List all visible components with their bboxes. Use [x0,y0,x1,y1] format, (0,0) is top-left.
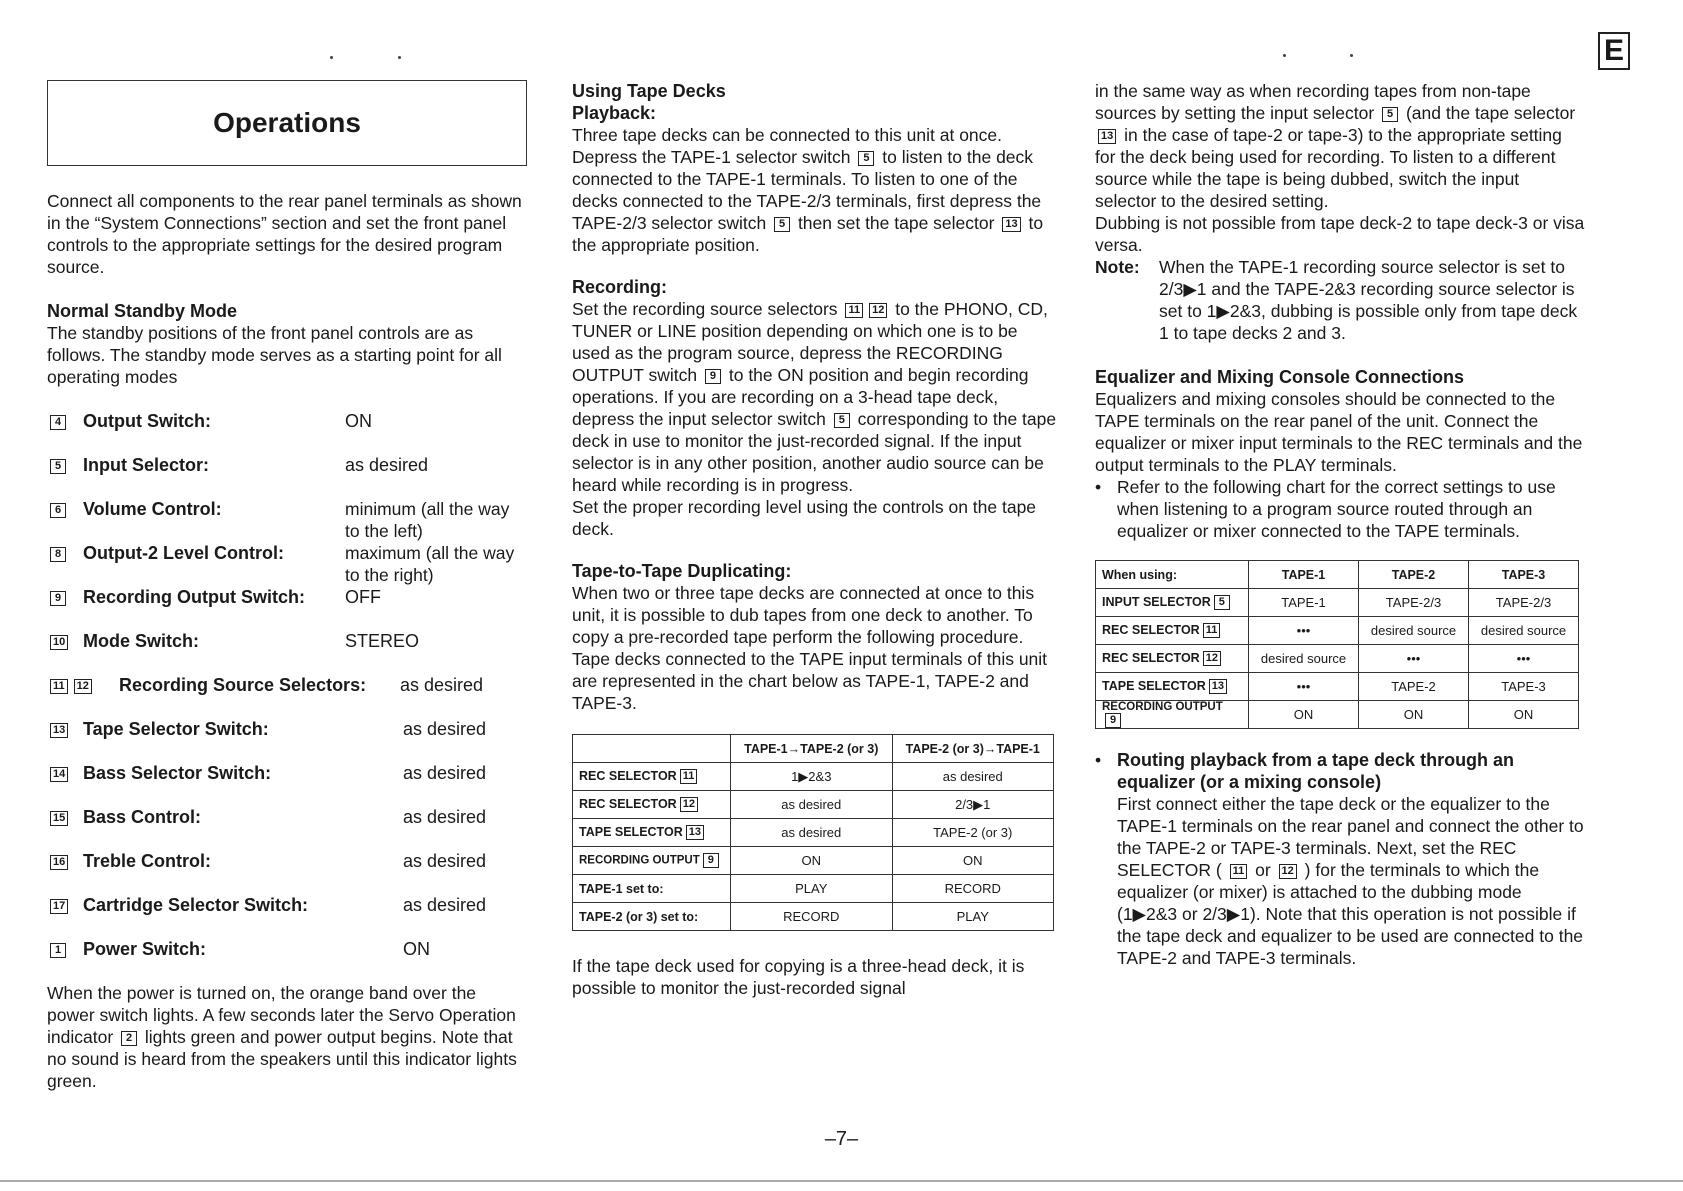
control-label: Treble Control: [83,851,212,871]
control-label: Mode Switch: [83,631,199,651]
control-value: maximum (all the way to the right) [345,543,515,585]
table-row [573,875,1054,903]
table-row-label: TAPE-1 set to: [573,875,731,903]
power-text-a: When the power is turned on, the orange band over the power switch lights. A few seconds later the Servo Operation indicator [47,983,516,1047]
recording-paragraph [572,298,1057,496]
ref-number: 2 [121,1031,137,1046]
table-header-row [573,735,1054,763]
column-middle [572,80,1057,999]
table-cell: ON [731,847,893,875]
control-list [47,410,527,960]
note-label: Note: [1095,257,1140,277]
table-row [1096,645,1579,673]
ref-number: 5 [774,217,790,232]
continuation-text: (and the tape selector [1405,103,1576,123]
table-cell: as desired [731,819,893,847]
duplicating-paragraph: When two or three tape decks are connected at once to this unit, it is possible to dub tapes from one deck to another. To copy a pre-recorded tape perform the following procedure. [572,583,1035,647]
ref-number: 9 [703,853,719,868]
routing-paragraph [1117,793,1585,969]
control-row [47,762,527,784]
row-label-text: RECORDING OUTPUT [579,854,700,867]
row-label-text: REC SELECTOR [1102,622,1200,637]
table-row-label [1096,645,1249,673]
control-value: minimum (all the way to the left) [345,499,510,541]
control-row [47,806,527,828]
bullet-icon: • [1095,477,1102,497]
table-cell: TAPE-2 (or 3) [892,819,1054,847]
control-row [47,718,527,740]
column-right [1095,80,1585,969]
control-row [47,454,527,476]
control-row [47,674,527,696]
equalizer-paragraph: Equalizers and mixing consoles should be connected to the TAPE terminals on the rear panel of the unit. Connect the equalizer or mixer input terminals to the REC terminals and the output terminals to the PLAY terminals. [1095,389,1583,475]
table-cell: desired source [1359,617,1469,645]
duplicating-paragraph-2: Tape decks connected to the TAPE input terminals of this unit are represented in the chart below as TAPE-1, TAPE-2 and TAPE-3. [572,649,1048,713]
note-text: When the TAPE-1 recording source selector is set to 2/3▶1 and the TAPE-2&3 recording source selector is set to 1▶2&3, dubbing is possible only from tape deck 1 to tape decks 2 and 3. [1159,257,1578,343]
control-value: as desired [403,851,487,871]
playback-paragraph [572,124,1057,256]
table-header-cell: When using: [1096,561,1249,589]
control-row [47,630,527,652]
language-mark: E [1598,32,1630,70]
playback-text: to the appropriate position. [572,213,1044,255]
table-header-cell: TAPE-2 [1359,561,1469,589]
table-row-label [573,791,731,819]
row-label-text: TAPE SELECTOR [1102,678,1206,693]
row-label-text: INPUT SELECTOR [1102,594,1211,609]
table-cell: RECORD [731,903,893,931]
ref-number: 11 [680,769,698,784]
control-value: as desired [403,719,487,739]
power-text-b: lights green and power output begins. Note that no sound is heard from the speakers until this indicator lights green. [47,1027,517,1091]
routing-text: ) for the terminals to which the equalizer (or mixer) is attached to the dubbing mode (1▶2&3 or 2/3▶1). Note that this operation is not possible if the tape deck and equalizer to be used are connected to the TAPE-2 and TAPE-3 terminals. [1117,860,1584,968]
note-block [1095,256,1585,344]
table-row-label [1096,701,1249,729]
dubbing-table [572,734,1054,931]
ref-number: 13 [686,825,704,840]
table-cell: desired source [1249,645,1359,673]
ref-number: 11 [845,303,863,318]
table-row [1096,673,1579,701]
ref-number: 12 [680,797,698,812]
control-row [47,410,527,432]
control-row [47,586,527,608]
equalizer-table [1095,560,1579,729]
routing-text: or [1255,860,1271,880]
control-label: Tape Selector Switch: [83,719,269,739]
table-row-label [573,847,731,875]
table-header-cell: TAPE-1 [1249,561,1359,589]
routing-block [1095,749,1585,969]
table-cell: desired source [1469,617,1579,645]
table-cell: ••• [1359,645,1469,673]
ref-number: 9 [1105,713,1121,728]
table-cell: TAPE-1 [1249,589,1359,617]
ref-number: 12 [1203,651,1221,666]
continuation-paragraph [1095,80,1585,212]
scan-dot [1350,54,1353,57]
control-value: OFF [345,587,381,607]
routing-heading: Routing playback from a tape deck through an equalizer (or a mixing console) [1117,750,1515,792]
ref-number: 13 [50,723,68,738]
ref-number: 14 [50,767,68,782]
table-cell: ••• [1249,673,1359,701]
playback-heading: Playback: [572,103,657,123]
table-row-label [573,763,731,791]
ref-number: 4 [50,415,66,430]
table-cell: TAPE-3 [1469,673,1579,701]
recording-text: Set the recording source selectors [572,299,838,319]
ref-number: 12 [74,679,92,694]
ref-number: 11 [1230,864,1248,879]
table-cell: as desired [731,791,893,819]
table-cell: TAPE-2 [1359,673,1469,701]
ref-number: 17 [50,899,68,914]
control-label: Recording Output Switch: [83,587,305,607]
ref-number: 5 [858,151,874,166]
table-cell: ••• [1249,617,1359,645]
ref-number: 12 [1279,864,1297,879]
playback-text: then set the tape selector [797,213,995,233]
table-cell: 2/3▶1 [892,791,1054,819]
routing-text: First connect either the tape deck or the equalizer to the TAPE-1 terminals on the rear panel and connect the other to the TAPE-2 or TAPE-3 terminals. Next, set the REC SELECTOR ( [1117,794,1584,880]
table-header-cell: TAPE-2 (or 3)→TAPE-1 [892,735,1054,763]
control-value: as desired [403,807,487,827]
control-label: Output Switch: [83,411,211,431]
ref-number: 13 [1098,129,1116,144]
continuation-text: in the same way as when recording tapes from non-tape sources by setting the input selector [1095,81,1531,123]
power-paragraph [47,982,527,1092]
table-row [573,903,1054,931]
control-value: ON [403,939,430,959]
table-row [1096,589,1579,617]
control-value: STEREO [345,631,420,651]
control-label: Output-2 Level Control: [83,543,284,563]
bullet-item [1095,476,1585,542]
control-row [47,850,527,872]
ref-number: 5 [1382,107,1398,122]
scan-dot [1283,54,1286,57]
playback-text: Three tape decks can be connected to this unit at once. Depress the TAPE-1 selector switch [572,125,1002,167]
control-label: Power Switch: [83,939,207,959]
control-value: ON [345,411,372,431]
recording-text: to the PHONO, CD, TUNER or LINE position depending on which one is to be used as the program source, depress the RECORDING OUTPUT switch [572,299,1048,385]
control-value: as desired [345,455,429,475]
ref-number: 5 [834,413,850,428]
table-cell: TAPE-2/3 [1359,589,1469,617]
table-cell: as desired [892,763,1054,791]
control-label: Cartridge Selector Switch: [83,895,309,915]
standby-paragraph: The standby positions of the front panel controls are as follows. The standby mode serves as a starting point for all operating modes [47,323,502,387]
table-header-cell [573,735,731,763]
ref-number: 10 [50,635,68,650]
control-value: as desired [400,675,484,695]
title-box [47,80,527,166]
continuation-text: in the case of tape-2 or tape-3) to the appropriate setting for the deck being used for recording. To listen to a different source while the tape is being dubbed, switch the input selector to the desired setting. [1095,125,1562,211]
control-value: as desired [403,763,487,783]
table-row [573,819,1054,847]
page-title: Operations [213,107,361,138]
dubbing-note-paragraph: Dubbing is not possible from tape deck-2 to tape deck-3 or visa versa. [1095,213,1585,255]
control-row [47,894,527,916]
table-cell: PLAY [892,903,1054,931]
table-cell: TAPE-2/3 [1469,589,1579,617]
table-cell: ON [892,847,1054,875]
ref-number: 13 [1002,217,1020,232]
table-cell: RECORD [892,875,1054,903]
row-label-text: REC SELECTOR [579,768,677,783]
table-cell: ON [1249,701,1359,729]
ref-number: 11 [50,679,68,694]
intro-paragraph: Connect all components to the rear panel terminals as shown in the “System Connections” section and set the front panel controls to the appropriate settings for the desired program source. [47,191,522,277]
table-cell: PLAY [731,875,893,903]
table-cell: 1▶2&3 [731,763,893,791]
control-label: Recording Source Selectors: [119,675,367,695]
ref-number: 5 [50,459,66,474]
standby-heading: Normal Standby Mode [47,301,238,321]
table-row-label [1096,673,1249,701]
ref-number: 1 [50,943,66,958]
recording-heading: Recording: [572,277,668,297]
scan-dot [398,56,401,59]
scan-dot [330,56,333,59]
table-row-label: TAPE-2 (or 3) set to: [573,903,731,931]
table-row [1096,701,1579,729]
table-header-cell: TAPE-3 [1469,561,1579,589]
playback-text: to listen to the deck connected to the TAPE-1 terminals. To listen to one of the decks connected to the TAPE-2/3 terminals, first depress the TAPE-2/3 selector switch [572,147,1042,233]
ref-number: 13 [1209,679,1227,694]
ref-number: 16 [50,855,68,870]
table-row-label [1096,589,1249,617]
bullet-text: Refer to the following chart for the correct settings to use when listening to a program source routed through an equalizer or mixer connected to the TAPE terminals. [1117,477,1556,541]
ref-number: 12 [869,303,887,318]
three-head-paragraph: If the tape deck used for copying is a three-head deck, it is possible to monitor the just-recorded signal [572,956,1025,998]
column-left [47,80,527,1092]
ref-number: 9 [50,591,66,606]
row-label-text: TAPE SELECTOR [579,824,683,839]
control-row [47,542,527,586]
row-label-text: REC SELECTOR [1102,650,1200,665]
table-row [1096,617,1579,645]
control-row [47,938,527,960]
table-cell: ON [1359,701,1469,729]
control-label: Bass Control: [83,807,202,827]
control-label: Volume Control: [83,499,222,519]
recording-text: to the ON position and begin recording operations. If you are recording on a 3-head tape deck, depress the input selector switch [572,365,1029,429]
control-row [47,498,527,542]
row-label-text: REC SELECTOR [579,796,677,811]
table-row-label [1096,617,1249,645]
control-label: Bass Selector Switch: [83,763,272,783]
table-row [573,791,1054,819]
bottom-rule [0,1180,1683,1182]
duplicating-heading: Tape-to-Tape Duplicating: [572,561,792,581]
bullet-icon: • [1095,750,1102,770]
table-header-cell: TAPE-1→TAPE-2 (or 3) [731,735,893,763]
control-label: Input Selector: [83,455,210,475]
table-cell: ••• [1469,645,1579,673]
table-header-row [1096,561,1579,589]
ref-number: 11 [1203,623,1221,638]
table-row [573,763,1054,791]
recording-level-paragraph: Set the proper recording level using the controls on the tape deck. [572,497,1037,539]
page-number: –7– [824,1128,859,1150]
table-row-label [573,819,731,847]
row-label-text: RECORDING OUTPUT [1102,701,1223,713]
ref-number: 15 [50,811,68,826]
control-value: as desired [403,895,487,915]
table-cell: ON [1469,701,1579,729]
ref-number: 8 [50,547,66,562]
routing-content [1117,749,1585,969]
recording-text: corresponding to the tape deck in use to monitor the just-recorded signal. If the input selector is in any other position, another audio source can be heard while recording is in progress. [572,409,1057,495]
ref-number: 9 [705,369,721,384]
tape-decks-heading: Using Tape Decks [572,81,726,101]
equalizer-heading: Equalizer and Mixing Console Connections [1095,367,1465,387]
table-row [573,847,1054,875]
ref-number: 5 [1214,595,1230,610]
ref-number: 6 [50,503,66,518]
